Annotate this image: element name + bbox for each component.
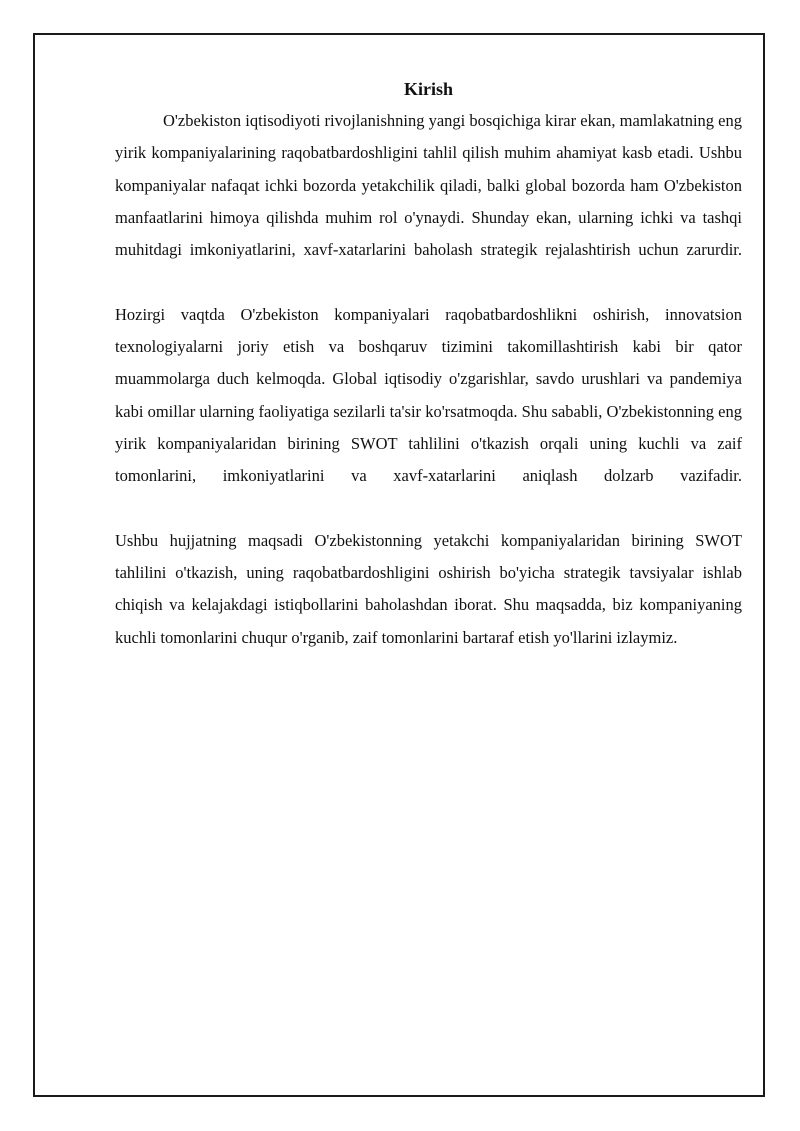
paragraph-challenges: Hozirgi vaqtda O'zbekiston kompaniyalari raqobatbardoshlikni oshirish, innovatsion texnologiyalarni joriy etish va boshqaruv tizimini takomillashtirish kabi bir qator muammolarga duch kelmoqda. Global iqtisodiy o'zgarishlar, savdo urushlari va pandemiya kabi omillar ularning faoliyatiga sezilarli ta'sir ko'rsatmoqda. Shu sababli, O'zbekistonning eng yirik kompaniyalaridan birining SWOT tahlilini o'tkazish orqali uning kuchli va zaif tomonlarini, imkoniyatlarini va xavf-xatarlarini aniqlash dolzarb vazifadir. — [115, 304, 742, 486]
paragraph-intro: O'zbekiston iqtisodiyoti rivojlanishning yangi bosqichiga kirar ekan, mamlakatning eng yirik kompaniyalarining raqobatbardoshligini tahlil qilish muhim ahamiyat kasb etadi. Ushbu kompaniyalar nafaqat ichki bozorda yetakchilik qiladi, balki global bozorda ham O'zbekiston manfaatlarini himoya qilishda muhim rol o'ynaydi. Shunday ekan, ularning ichki va tashqi muhitdagi imkoniyatlarini, xavf-xatarlarini baholash strategik rejalashtirish uchun zarurdir. — [115, 111, 742, 260]
paragraph-purpose: Ushbu hujjatning maqsadi O'zbekistonning yetakchi kompaniyalaridan birining SWOT tahlilini o'tkazish, uning raqobatbardoshligini oshirish bo'yicha strategik tavsiyalar ishlab chiqish va kelajakdagi istiqbollarini baholashdan iborat. Shu maqsadda, biz kompaniyaning kuchli tomonlarini chuqur o'rganib, zaif tomonlarini bartaraf etish yo'llarini izlaymiz. — [115, 530, 742, 647]
paragraph-gap — [115, 493, 742, 525]
page-title: Kirish — [403, 79, 453, 99]
paragraph-gap — [115, 266, 742, 298]
document-body — [115, 73, 742, 654]
